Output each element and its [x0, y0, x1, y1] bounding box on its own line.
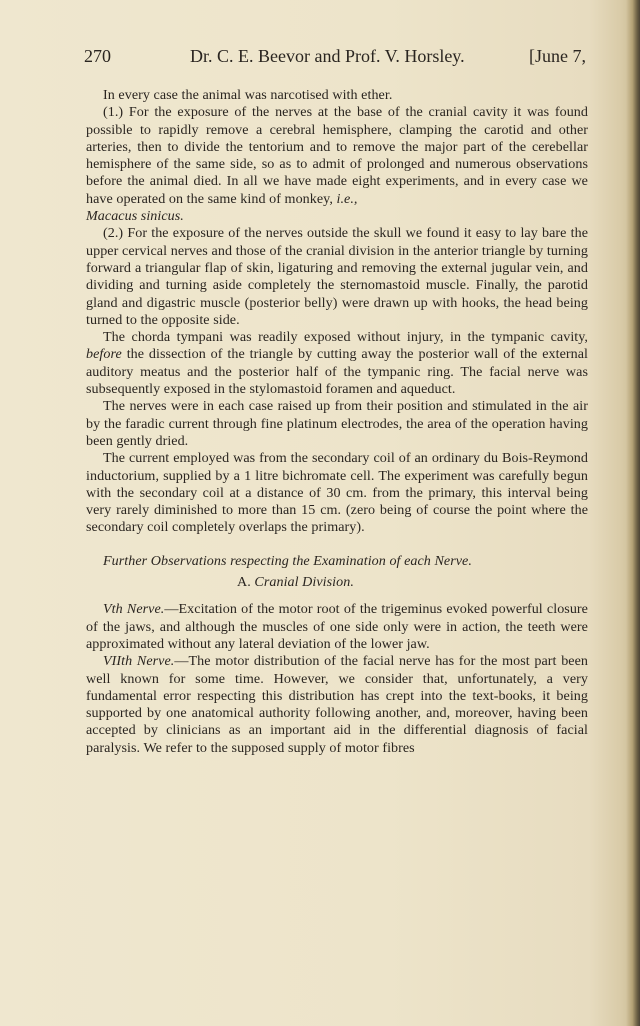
paragraph-skull-exposure: [86, 225, 588, 329]
paragraph-cranial-exposure: [86, 104, 588, 225]
seventh-nerve-text: —The motor distribution of the facial nerve has for the most part been well known for some time. However, we consider that, unfortunately, a very fundamental error respecting this distribution has crept into the text-books, it being supported by one anatomical authority following another, and, moreover, having been accepted by clinicians as an important aid in the differential diagnosis of facial paralysis. We refer to the supposed supply of motor fibres: [86, 653, 588, 756]
running-date: [June 7,: [529, 46, 586, 66]
spacer: [86, 591, 588, 601]
subsection-heading: [86, 574, 588, 591]
paragraph-fifth-nerve: [86, 601, 588, 653]
subsection-letter: A.: [237, 574, 251, 591]
paragraph-narcosis: [86, 87, 588, 104]
emphasis-before: before: [86, 346, 122, 363]
paragraph-stimulation-text: The nerves were in each case raised up from their position and stimulated in the air by the faradic current through fine platinum electrodes, the area of the operation having been gently dried.: [86, 398, 588, 449]
paragraph-seventh-nerve: [86, 653, 588, 757]
paragraph-skull-exposure-text: (2.) For the exposure of the nerves outside the skull we found it easy to lay bare the upper cervical nerves and those of the cranial division in the anterior triangle by turning forward a triangular flap of skin, ligaturing and removing the external jugular vein, and dividing and turning aside completely the sternomastoid muscle. Finally, the parotid gland and digastric muscle (posterior belly) were drawn up with hooks, the head being turned to the opposite side.: [86, 225, 588, 328]
ie-abbreviation: i.e.,: [336, 190, 358, 207]
paragraph-current-text: The current employed was from the secondary coil of an ordinary du Bois-Reymond inductorium, supplied by a 1 litre bichromate cell. The experiment was carefully begun with the secondary coil at a distance of 30 cm. from the primary, this interval being very rarely diminished to more than 15 cm. (zero being of course the point where the secondary coil completely overlaps the primary).: [86, 450, 588, 536]
paragraph-chorda-tympani-text-b: the dissection of the triangle by cutting away the posterior wall of the external auditory meatus and the posterior half of the tympanic ring. The facial nerve was subsequently exposed in the stylomastoid foramen and aqueduct.: [86, 346, 589, 398]
running-header: [84, 46, 586, 74]
section-heading: Further Observations respecting the Examination of each Nerve.: [103, 552, 472, 569]
page-number: 270: [84, 46, 111, 66]
body-text: [86, 87, 588, 757]
fifth-nerve-text: —Excitation of the motor root of the trigeminus evoked powerful closure of the jaws, and although the muscles of one side only were in action, the teeth were approximated without any lateral deviation of the lower jaw.: [86, 601, 588, 652]
subsection-title: Cranial Division.: [254, 574, 354, 591]
paragraph-narcosis-text: In every case the animal was narcotised with ether.: [103, 87, 393, 103]
running-title: Dr. C. E. Beevor and Prof. V. Horsley.: [190, 46, 465, 66]
spacer: [86, 537, 588, 553]
fifth-nerve-label: Vth Nerve.: [103, 601, 165, 618]
species-name: Macacus sinicus.: [86, 208, 184, 225]
paragraph-stimulation: [86, 398, 588, 450]
seventh-nerve-label: VIIth Nerve.: [103, 653, 175, 670]
paragraph-chorda-tympani: [86, 329, 588, 398]
paragraph-current: [86, 450, 588, 536]
paragraph-chorda-tympani-text-a: The chorda tympani was readily exposed without injury, in the tympanic cavity,: [103, 329, 588, 346]
scan-edge-shadow: [626, 0, 640, 1026]
paragraph-cranial-exposure-text: (1.) For the exposure of the nerves at the base of the cranial cavity it was found possible to rapidly remove a cerebral hemisphere, clamping the carotid and other arteries, then to divide the tentorium and to remove the major part of the cerebellar hemisphere of the same side, so as to admit of prolonged and numerous observations before the animal died. In all we have made eight experiments, and in every case we have operated on the same kind of monkey,: [86, 104, 588, 207]
